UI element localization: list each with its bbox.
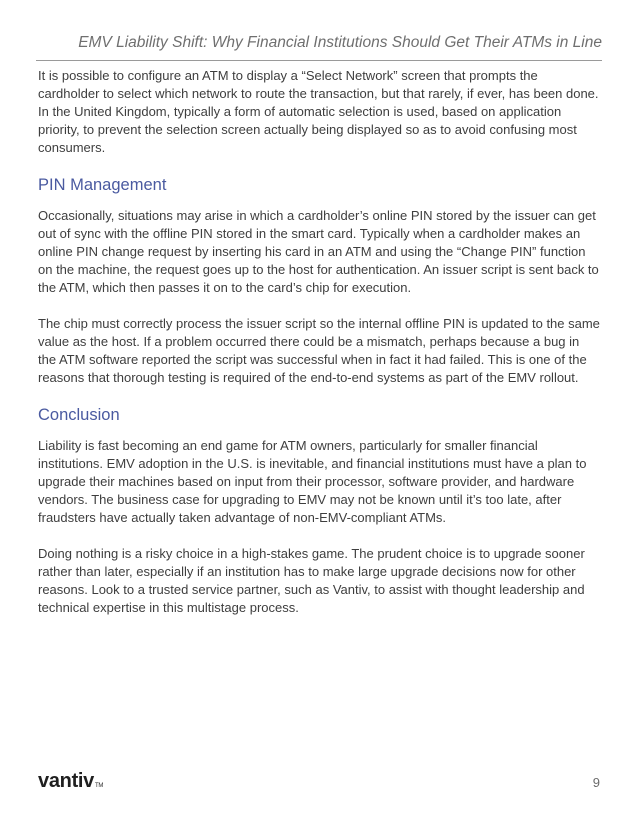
intro-paragraph: It is possible to configure an ATM to display a “Select Network” screen that prompts the cardholder to select which network to route the transaction, but that rarely, if ever, has been done. In the United Kingdom, typically a form of automatic selection is used, based on application priority, to prevent the selection screen actually being displayed so as to avoid confusing most consumers. (38, 68, 599, 155)
section-heading-pin-management: PIN Management (38, 176, 167, 194)
pin-management-paragraph-2: The chip must correctly process the issuer script so the internal offline PIN is updated to the same value as the host. If a problem occurred there could be a mismatch, perhaps because a bug in the ATM software reported the script was successful when in fact it had failed. This is one of the reasons that thorough testing is required of the end-to-end systems as part of the EMV rollout. (38, 316, 600, 385)
page-number: 9 (592, 775, 600, 790)
section-heading-conclusion: Conclusion (38, 406, 120, 424)
conclusion-paragraph-2: Doing nothing is a risky choice in a high-stakes game. The prudent choice is to upgrade sooner rather than later, especially if an institution has to make large upgrade decisions now for other reasons. Look to a trusted service partner, such as Vantiv, to assist with thought leadership and technical expertise in this multistage process. (38, 546, 585, 615)
conclusion-paragraph-1: Liability is fast becoming an end game for ATM owners, particularly for smaller financial institutions. EMV adoption in the U.S. is inevitable, and financial institutions must have a plan to upgrade their machines based on input from their processor, software provider, and hardware vendors. The business case for upgrading to EMV may not be known until it’s too late, after fraudsters have actually taken advantage of non-EMV-compliant ATMs. (38, 438, 587, 525)
page-header (36, 30, 602, 61)
logo-trademark: TM (95, 783, 104, 789)
header-title: EMV Liability Shift: Why Financial Institutions Should Get Their ATMs in Line (78, 34, 602, 51)
document-body (38, 67, 600, 617)
pin-management-paragraph-1: Occasionally, situations may arise in which a cardholder’s online PIN stored by the issuer can get out of sync with the offline PIN stored in the smart card. Typically when a cardholder makes an online PIN change request by inserting his card in an ATM and using the “Change PIN” function on the machine, the request goes up to the host for authentication. An issuer script is sent back to the ATM, which then passes it on to the card’s chip for execution. (38, 208, 599, 295)
vantiv-logo (38, 770, 103, 793)
logo-wordmark: vantiv (38, 770, 95, 792)
